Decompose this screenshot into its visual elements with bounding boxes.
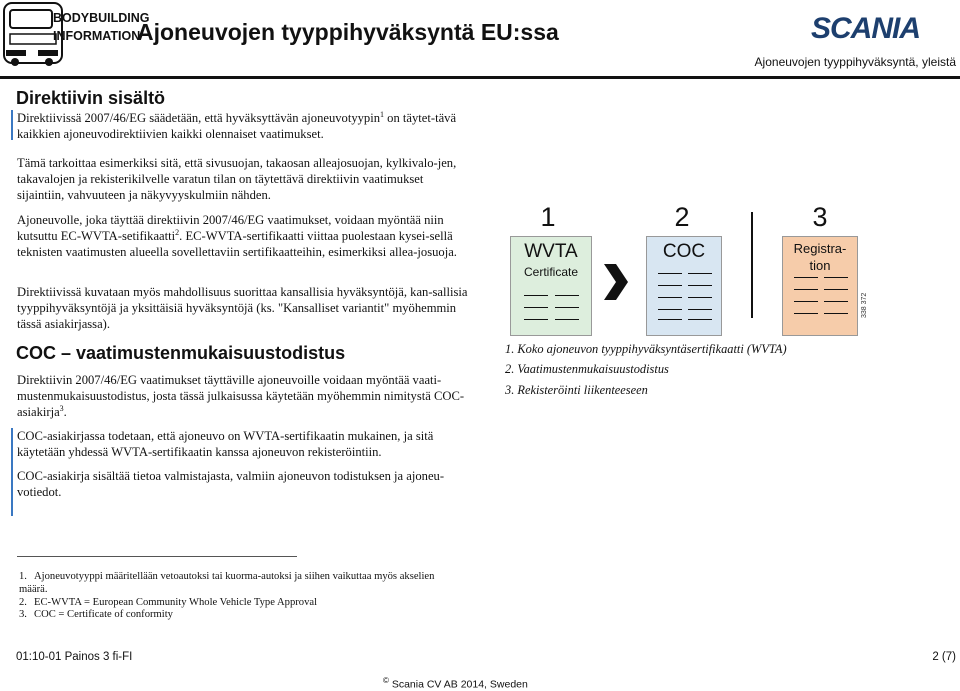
step-number-2: 2 [674,202,690,232]
section2-paragraph-2: COC-asiakirjassa todetaan, että ajoneuvo on WVTA-sertifikaatin mukainen, ja sitä käytetään yhdessä WVTA-sertifikaatin kanssa ajoneuvon rekisteröintiin. [17,429,434,459]
document-id: 01:10-01 Painos 3 fi-FI [16,651,133,663]
header-divider [0,76,960,79]
section1-paragraph-4: Direktiivissä kuvataan myös mahdollisuus suorittaa kansallisia hyväksyntöjä, kan-sallisia tyyppihyväksyntöjä ja yksittäisiä hyväksyntöjä (ks. "Kansalliset variantit" myöhemmin tässä asiakirjassa). [17,285,468,331]
legend-item-1: 1. Koko ajoneuvon tyyppihyväksyntäsertifikaatti (WVTA) [505,342,787,356]
figure-code: 338 372 [861,292,868,318]
registration-card [782,236,858,336]
copyright-text: Scania CV AB 2014, Sweden [391,678,528,691]
chevron-right-icon [600,262,630,307]
logo-text-line2: INFORMATION [53,29,141,43]
page-number: 2 (7) [932,651,956,663]
section2-paragraph-3: COC-asiakirja sisältää tietoa valmistajasta, valmiin ajoneuvon todistuksen ja ajoneu-votiedot. [17,469,445,499]
text: . [63,405,67,419]
text: on täytet-tävä kaikkien ajoneuvodirektiivien kaikki olennaiset vaatimukset. [17,111,457,141]
legend-item-2: 2. Vaatimustenmukaisuustodistus [505,362,669,376]
change-bar [11,110,13,140]
section2-paragraph-1 [17,372,472,420]
divider [751,212,753,318]
text: . EC-WVTA-sertifikaatti viittaa puolestaan kysei-sellä teknisten vaatimusten alueella sovellettaviin sertifikaatteihin, esimerkiksi allea-josuoja. [17,229,457,259]
step-number-3: 3 [812,202,828,232]
section1-paragraph-2: Tämä tarkoittaa esimerkiksi sitä, että sivusuojan, takaosan alleajosuojan, kylkivalo-jen, takavalojen ja rekisterikilvelle varatun tilan on täytettävä direktiivin vaatimukset sijaintiin, vahvuuteen ja näkyvyyskulmiin nähden. [17,156,457,202]
wvta-certificate-card [510,236,592,336]
footnote-ref: 1 [380,109,385,119]
section1-paragraph-1 [17,110,472,142]
scania-logo [811,12,956,47]
footnote-text: EC-WVTA = European Community Whole Vehicle Type Approval [34,597,318,608]
page-title: Ajoneuvojen tyyppihyväksyntä EU:ssa [137,19,559,45]
text: Direktiivissä 2007/46/EG säädetään, että hyväksyttävän ajoneuvotyypin [17,111,381,125]
legend-item-3: 3. Rekisteröinti liikenteeseen [505,383,648,397]
card-title-line1: Registra- [793,241,847,256]
card-subtitle: Certificate [523,265,579,279]
footnote-number: 1. [19,571,27,582]
section-heading-coc: COC – vaatimustenmukaisuustodistus [16,343,346,363]
header-subtitle: Ajoneuvojen tyyppihyväksyntä, yleistä [754,55,956,69]
text: Direktiivin 2007/46/EG vaatimukset täyttäville ajoneuvoille voidaan myöntää vaati-mustenmukaisuustodistus, josta tässä julkaisussa käytetään myöhemmin nimitystä COC-asiakirja [17,373,465,419]
scania-logo-text: SCANIA [811,12,921,45]
coc-card [646,236,722,336]
footnote-number: 2. [19,597,27,608]
footnote-ref: 2 [175,227,180,237]
footnote-number: 3. [19,609,27,620]
card-title: WVTA [524,241,578,262]
change-bar [11,428,13,516]
footnote-ref: 3 [59,403,64,413]
card-title-line2: tion [809,258,831,273]
footnote-1 [19,570,459,596]
footnote-3 [19,608,459,621]
step-number-1: 1 [540,202,556,232]
footnote-divider [17,556,297,557]
section1-paragraph-3 [17,212,472,260]
copyright [383,676,528,691]
text: Ajoneuvolle, joka täyttää direktiivin 2007/46/EG vaatimukset, voidaan myöntää niin kutsuttu EC-WVTA-setifikaatti [17,213,444,243]
card-title: COC [662,241,706,262]
footnote-text: COC = Certificate of conformity [34,609,173,620]
logo-text-line1: BODYBUILDING [53,11,150,25]
copyright-symbol: © [383,676,389,685]
footnote-text: Ajoneuvotyyppi määritellään vetoautoksi tai kuorma-autoksi ja siihen vaikuttaa myös akselien määrä. [19,571,435,595]
section-heading-directive-content: Direktiivin sisältö [16,88,166,108]
bodybuilding-information-logo [3,2,150,68]
